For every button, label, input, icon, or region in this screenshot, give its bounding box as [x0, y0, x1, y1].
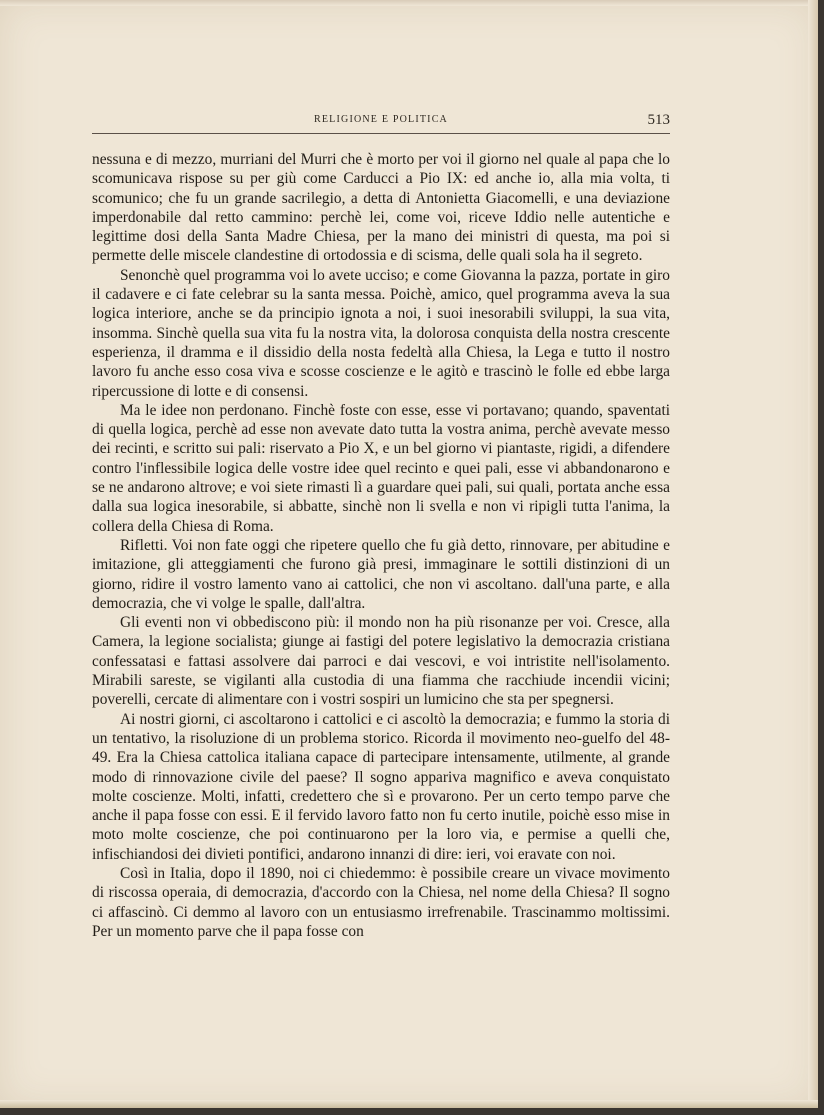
- paragraph: nessuna e di mezzo, murriani del Murri che è morto per voi il giorno nel quale al papa che lo scomunicava rispose su per giù come Carducci a Pio IX: ed anche io, alla mia volta, ti scomunico; che fu un grande sacrilegio, a detta di Antonietta Giacomelli, e una deviazione imperdonabile dal retto cammino: perchè lei, come voi, riceve Iddio nelle autentiche e legittime dosi della Santa Madre Chiesa, per la mano dei ministri di questa, ma poi si permette delle miscele clandestine di ortodossia e di scisma, delle quali sola ha il segreto.: [92, 151, 670, 265]
- running-head: [92, 112, 670, 132]
- paragraph: Gli eventi non vi obbediscono più: il mondo non ha più risonanze per voi. Cresce, alla Camera, la legione socialista; giunge ai fastigi del potere legislativo la democrazia cristiana confessatasi e fattasi assolvere dai parroci e dai vescovi, e voi intristite nell'isolamento. Mirabili sareste, se vigilanti alla custodia di una fiamma che racchiude incendii vicini; poverelli, cercate di alimentare con i vostri sospiri un lumicino che sta per spegnersi.: [92, 614, 670, 709]
- body-text: [92, 150, 670, 941]
- paragraph: Ai nostri giorni, ci ascoltarono i cattolici e ci ascoltò la democrazia; e fummo la storia di un tentativo, la risoluzione di un problema storico. Ricorda il movimento neo-guelfo del 48-49. Era la Chiesa cattolica italiana capace di partecipare intensamente, utilmente, al grande modo di rinnovazione civile del paese? Il sogno appariva magnifico e aveva conquistato molte coscienze. Molti, infatti, credettero che sì e provarono. Per un certo tempo parve che anche il papa fosse con essi. E il fervido lavoro fatto non fu certo inutile, poichè esso mise in moto molte coscienze, che poi continuarono per la loro via, e permise a quelli che, infischiandosi dei divieti pontifici, andarono innanzi di dire: ieri, voi eravate con noi.: [92, 710, 670, 863]
- paragraph: Ma le idee non perdonano. Finchè foste con esse, esse vi portavano; quando, spaventati di quella logica, perchè ad esse non avevate dato tutta la vostra anima, perchè avevate messo dei recinti, e scritto sui pali: riservato a Pio X, e un bel giorno vi piantaste, rigidi, a difendere contro l'inflessibile logica delle vostre idee quel recinto e quei pali, esse vi abbandonarono e se ne andarono altrove; e voi siete rimasti lì a guardare quei pali, sui quali, portata anche essa dalla sua logica inesorabile, si abbatte, sinchè non li svella e non vi ripigli tutta l'anima, la collera della Chiesa di Roma.: [92, 401, 670, 535]
- page-top-edge: [0, 0, 818, 6]
- running-title: RELIGIONE E POLITICA: [314, 114, 448, 125]
- page-number: 513: [647, 112, 670, 128]
- page-bottom-edge: [0, 1100, 818, 1108]
- paragraph: Rifletti. Voi non fate oggi che ripetere quello che fu già detto, rinnovare, per abitudine e imitazione, gli atteggiamenti che furono già presi, immaginare le sottili distinzioni di un giorno, ridire il vostro lamento vano ai cattolici, che non vi ascoltano. dall'una parte, e alla democrazia, che vi volge le spalle, dall'altra.: [92, 536, 670, 612]
- paragraph: Così in Italia, dopo il 1890, noi ci chiedemmo: è possibile creare un vivace movimento di riscossa operaia, di democrazia, d'accordo con la Chiesa, nel nome della Chiesa? Il sogno ci affascinò. Ci demmo al lavoro con un entusiasmo irrefrenabile. Trascinammo moltissimi. Per un momento parve che il papa fosse con: [92, 864, 670, 940]
- paragraph: Senonchè quel programma voi lo avete ucciso; e come Giovanna la pazza, portate in giro il cadavere e ci fate celebrar su la santa messa. Poichè, amico, quel programma aveva la sua logica interiore, anche se da principio ignota a noi, i suoi inesorabili sviluppi, la sua vita, insomma. Sinchè quella sua vita fu la nostra vita, la dolorosa conquista della nostra crescente esperienza, il dramma e il dissidio della nosta fedeltà alla Chiesa, la Lega e tutto il nostro lavoro fu anche esso cosa viva e scosse coscienze e le agitò e trascinò le folle ed ebbe larga ripercussione di lotte e di consensi.: [92, 266, 670, 400]
- page-right-edge: [808, 0, 818, 1108]
- header-rule: [92, 133, 670, 134]
